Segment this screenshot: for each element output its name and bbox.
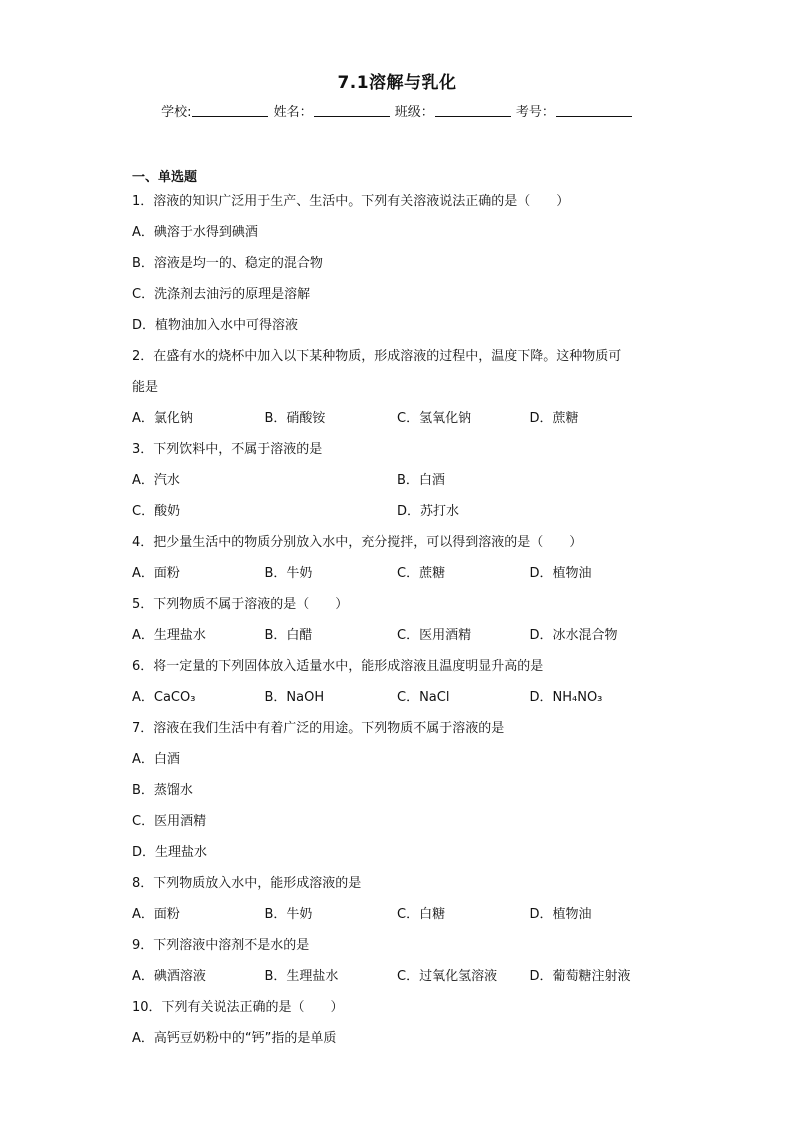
question-stem: 3．下列饮料中，不属于溶液的是 <box>132 442 323 457</box>
options-row <box>132 961 662 992</box>
question-stem: 1．溶液的知识广泛用于生产、生活中。下列有关溶液说法正确的是（ ） <box>132 194 570 209</box>
id-blank[interactable] <box>556 104 632 117</box>
question-stem: 10．下列有关说法正确的是（ ） <box>132 1000 344 1015</box>
options-row <box>132 620 662 651</box>
answer-option[interactable]: B．生理盐水 <box>264 969 339 984</box>
question-stem-continued: 能是 <box>132 380 159 395</box>
answer-option[interactable]: C．NaCl <box>397 690 450 705</box>
answer-option[interactable]: A．氯化钠 <box>132 411 193 426</box>
options-row <box>132 465 662 496</box>
options-row <box>132 682 662 713</box>
answer-option[interactable]: C．医用酒精 <box>397 628 472 643</box>
question-stem: 6．将一定量的下列固体放入适量水中，能形成溶液且温度明显升高的是 <box>132 659 544 674</box>
answer-option[interactable]: B．蒸馏水 <box>132 783 193 798</box>
answer-option[interactable]: D．植物油加入水中可得溶液 <box>132 318 299 333</box>
options-row <box>132 496 662 527</box>
answer-option[interactable]: C．酸奶 <box>132 504 181 519</box>
answer-option[interactable]: D．冰水混合物 <box>529 628 618 643</box>
answer-option[interactable]: C．洗涤剂去油污的原理是溶解 <box>132 287 311 302</box>
answer-option[interactable]: C．氢氧化钠 <box>397 411 472 426</box>
question-stem: 7．溶液在我们生活中有着广泛的用途。下列物质不属于溶液的是 <box>132 721 505 736</box>
class-blank[interactable] <box>435 104 511 117</box>
answer-option[interactable]: B．白醋 <box>264 628 313 643</box>
answer-option[interactable]: B．牛奶 <box>264 907 313 922</box>
answer-option[interactable]: C．蔗糖 <box>397 566 446 581</box>
answer-option[interactable]: C．白糖 <box>397 907 446 922</box>
answer-option[interactable]: B．硝酸铵 <box>264 411 326 426</box>
page-title: 7.1溶解与乳化 <box>337 73 457 93</box>
answer-option[interactable]: A．面粉 <box>132 907 180 922</box>
school-blank[interactable] <box>192 104 268 117</box>
options-row <box>132 558 662 589</box>
school-label: 学校: <box>161 105 192 120</box>
answer-option[interactable]: D．植物油 <box>529 566 592 581</box>
answer-option[interactable]: D．植物油 <box>529 907 592 922</box>
answer-option[interactable]: A．汽水 <box>132 473 180 488</box>
question-stem: 9．下列溶液中溶剂不是水的是 <box>132 938 310 953</box>
answer-option[interactable]: D．苏打水 <box>397 504 460 519</box>
answer-option[interactable]: A．碘酒溶液 <box>132 969 206 984</box>
question-stem: 8．下列物质放入水中，能形成溶液的是 <box>132 876 362 891</box>
answer-option[interactable]: B．溶液是均一的、稳定的混合物 <box>132 256 323 271</box>
answer-option[interactable]: D．葡萄糖注射液 <box>529 969 631 984</box>
question-stem: 4．把少量生活中的物质分别放入水中，充分搅拌，可以得到溶液的是（ ） <box>132 535 583 550</box>
answer-option[interactable]: B．牛奶 <box>264 566 313 581</box>
answer-option[interactable]: C．过氧化氢溶液 <box>397 969 498 984</box>
answer-option[interactable]: A．CaCO₃ <box>132 690 196 705</box>
question-list <box>132 186 662 1054</box>
name-label: 姓名： <box>273 105 313 120</box>
answer-option[interactable]: A．生理盐水 <box>132 628 206 643</box>
answer-option[interactable]: A．高钙豆奶粉中的“钙”指的是单质 <box>132 1031 337 1046</box>
answer-option[interactable]: B．白酒 <box>397 473 445 488</box>
question-stem: 5．下列物质不属于溶液的是（ ） <box>132 597 349 612</box>
options-row <box>132 403 662 434</box>
class-label: 班级： <box>394 105 434 120</box>
name-blank[interactable] <box>314 104 390 117</box>
answer-option[interactable]: C．医用酒精 <box>132 814 207 829</box>
section-heading: 一、单选题 <box>132 170 198 185</box>
options-row <box>132 899 662 930</box>
answer-option[interactable]: D．蔗糖 <box>529 411 579 426</box>
id-label: 考号： <box>515 105 555 120</box>
answer-option[interactable]: A．白酒 <box>132 752 180 767</box>
question-stem: 2．在盛有水的烧杯中加入以下某种物质，形成溶液的过程中，温度下降。这种物质可 <box>132 349 622 364</box>
answer-option[interactable]: A．碘溶于水得到碘酒 <box>132 225 258 240</box>
answer-option[interactable]: A．面粉 <box>132 566 180 581</box>
answer-option[interactable]: B．NaOH <box>264 690 325 705</box>
student-info-line <box>0 101 794 120</box>
answer-option[interactable]: D．生理盐水 <box>132 845 208 860</box>
answer-option[interactable]: D．NH₄NO₃ <box>529 690 603 705</box>
